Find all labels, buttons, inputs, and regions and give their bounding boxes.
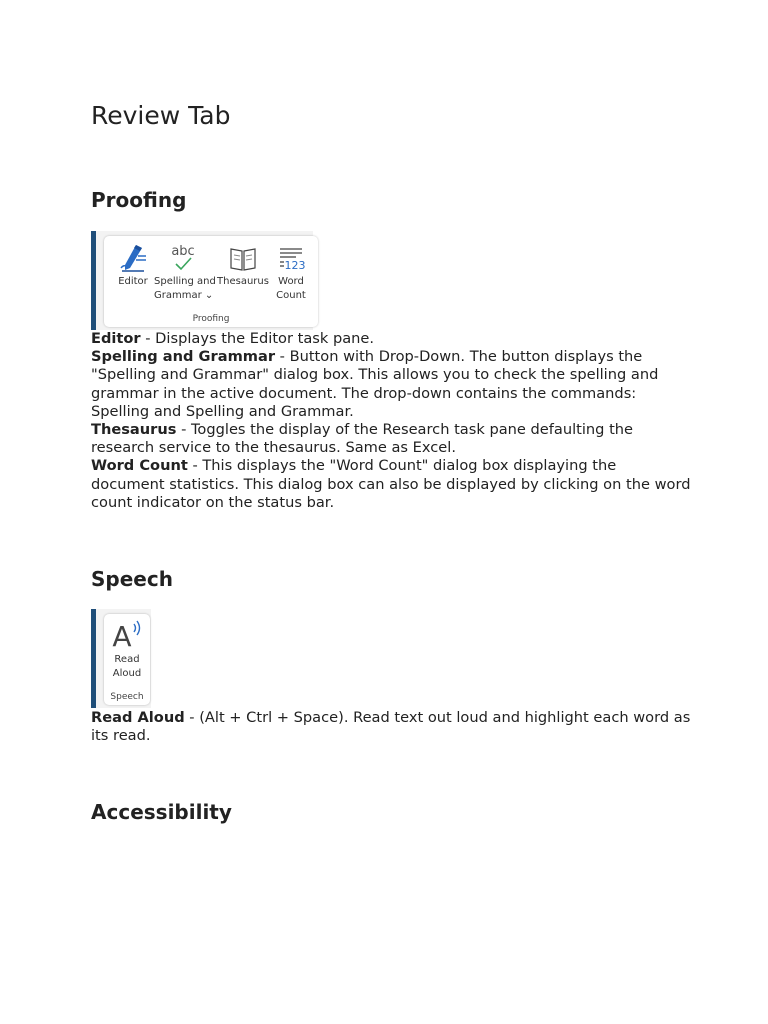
desc-item-thesaurus bbox=[91, 421, 691, 457]
desc-text: - Toggles the display of the Research task pane defaulting the research service to the thesaurus. Same as Excel. bbox=[91, 421, 634, 457]
desc-item-editor bbox=[91, 330, 691, 348]
proofing-description bbox=[91, 330, 691, 512]
desc-term: Editor bbox=[91, 330, 141, 347]
speech-description bbox=[91, 709, 691, 745]
speech-ribbon-image bbox=[91, 609, 151, 708]
desc-item-word-count bbox=[91, 457, 691, 512]
word-count-label-line2: Count bbox=[276, 290, 306, 301]
proofing-ribbon-image bbox=[91, 231, 313, 330]
editor-button[interactable] bbox=[114, 236, 152, 289]
desc-text: - (Alt + Ctrl + Space). Read text out loud and highlight each word as its read. bbox=[91, 709, 691, 745]
desc-text: - Displays the Editor task pane. bbox=[140, 330, 375, 347]
speech-group-label: Speech bbox=[110, 692, 144, 702]
book-icon bbox=[228, 242, 258, 274]
section-heading-proofing: Proofing bbox=[91, 188, 187, 212]
desc-text: - Button with Drop-Down. The button displays the "Spelling and Grammar" dialog box. This allows you to check the spelling and grammar in the active document. The drop-down contains the commands: Spelling and Spelling and Grammar. bbox=[91, 348, 659, 420]
desc-item-read-aloud bbox=[91, 709, 691, 745]
read-aloud-letter: A bbox=[112, 620, 132, 652]
123-icon-text: 123 bbox=[284, 259, 306, 272]
editor-pen-icon bbox=[118, 242, 148, 274]
desc-item-spelling-grammar bbox=[91, 348, 691, 421]
word-count-label-line1: Word bbox=[278, 276, 304, 287]
desc-text: - This displays the "Word Count" dialog box displaying the document statistics. This dialog box can also be displayed by clicking on the word count indicator on the status bar. bbox=[91, 457, 691, 511]
proofing-ribbon-group bbox=[104, 236, 318, 327]
section-heading-speech: Speech bbox=[91, 567, 173, 591]
section-heading-accessibility: Accessibility bbox=[91, 800, 232, 824]
speech-ribbon-group bbox=[104, 614, 150, 705]
desc-term: Thesaurus bbox=[91, 421, 177, 439]
spelling-check-icon bbox=[166, 242, 200, 274]
read-aloud-button[interactable] bbox=[106, 614, 148, 681]
spelling-label-line1: Spelling and bbox=[154, 276, 216, 287]
thesaurus-button[interactable] bbox=[216, 236, 270, 289]
desc-term: Read Aloud bbox=[91, 709, 185, 726]
read-aloud-icon bbox=[110, 618, 144, 652]
desc-term: Spelling and Grammar bbox=[91, 348, 276, 366]
word-count-button[interactable] bbox=[272, 236, 310, 303]
thesaurus-button-label: Thesaurus bbox=[217, 276, 269, 287]
editor-button-label: Editor bbox=[118, 276, 148, 287]
read-aloud-label-line2: Aloud bbox=[112, 668, 142, 679]
spelling-grammar-button[interactable] bbox=[154, 236, 216, 303]
desc-term: Word Count bbox=[91, 457, 188, 475]
read-aloud-label-line1: Read bbox=[114, 654, 140, 665]
proofing-group-label: Proofing bbox=[192, 314, 230, 324]
spelling-label-line2: Grammar ⌄ bbox=[154, 290, 214, 301]
abc-icon-text: abc bbox=[171, 244, 195, 259]
word-count-icon bbox=[276, 242, 306, 274]
page-title: Review Tab bbox=[91, 101, 231, 130]
